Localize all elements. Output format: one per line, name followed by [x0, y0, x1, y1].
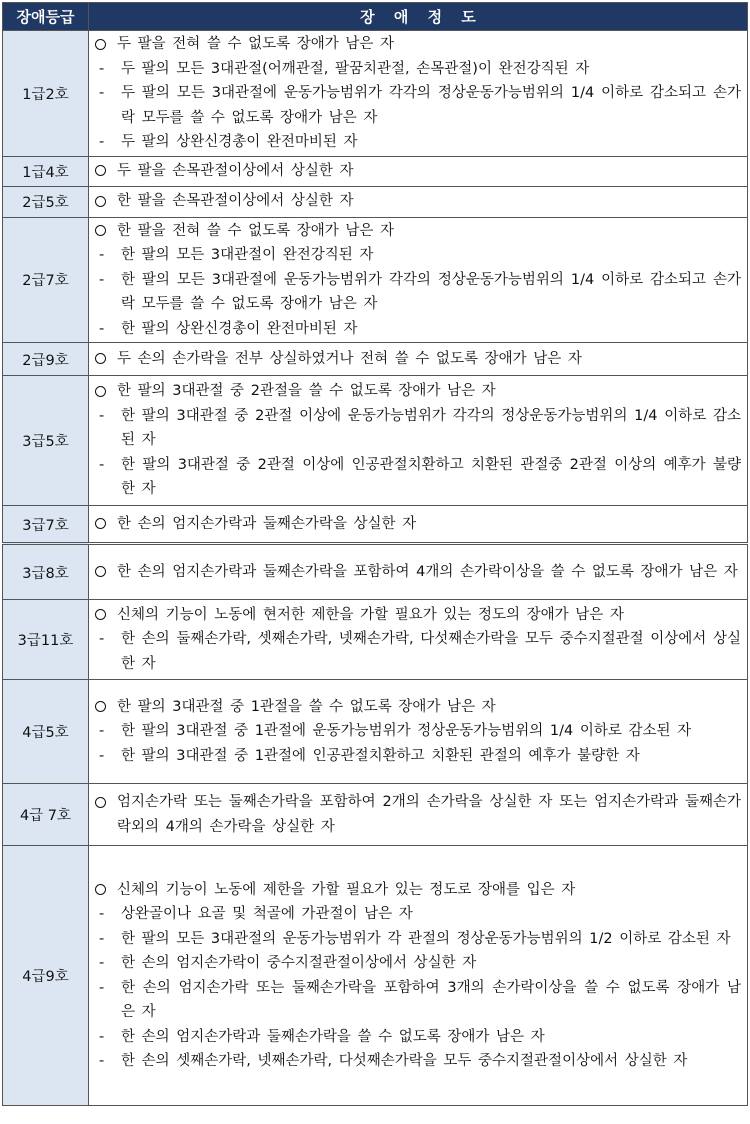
criteria-text: 한 손의 셋째손가락, 넷째손가락, 다섯째손가락을 모두 중수지절관절이상에서 상실한 자 — [121, 1053, 688, 1069]
criteria-text: 두 팔을 전혀 쓸 수 없도록 장애가 남은 자 — [117, 36, 394, 52]
grade-cell: 1급2호 — [3, 31, 89, 157]
dash-bullet-icon: - — [99, 747, 105, 764]
degree-cell — [89, 600, 748, 680]
circle-icon — [95, 518, 106, 529]
table-body — [3, 31, 748, 1106]
circle-icon — [95, 196, 106, 207]
dash-bullet-icon: - — [99, 979, 105, 996]
criteria-sub-item — [95, 81, 741, 130]
criteria-text: 한 팔의 모든 3대관절의 운동가능범위가 각 관절의 정상운동가능범위의 1/2 이하로 감소된 자 — [121, 930, 731, 947]
criteria-sub-item — [95, 404, 741, 453]
criteria-text: 한 손의 엄지손가락이 중수지절관절이상에서 상실한 자 — [121, 955, 477, 971]
criteria-sub-item — [95, 627, 741, 676]
circle-icon — [95, 797, 106, 808]
degree-cell — [89, 680, 748, 784]
circle-bullet-icon — [95, 189, 117, 214]
grade-cell: 3급7호 — [3, 506, 89, 544]
grade-column-header: 장애등급 — [3, 3, 89, 31]
criteria-sub-item — [95, 927, 741, 952]
grade-cell: 3급8호 — [3, 544, 89, 600]
circle-bullet-icon — [95, 603, 117, 628]
circle-icon — [95, 609, 106, 620]
dash-bullet-icon: - — [99, 1028, 105, 1045]
criteria-text: 한 손의 엄지손가락과 둘째손가락을 상실한 자 — [117, 515, 417, 532]
table-row — [3, 680, 748, 784]
criteria-text: 한 팔의 3대관절 중 2관절 이상에 운동가능범위가 각각의 정상운동가능범위의 1/4 이하로 감소된 자 — [121, 407, 741, 449]
criteria-main-item — [95, 32, 741, 57]
table-row — [3, 846, 748, 1106]
criteria-sub-item — [95, 268, 741, 317]
dash-bullet-icon: - — [99, 1053, 105, 1069]
criteria-text: 한 손의 둘째손가락, 셋째손가락, 넷째손가락, 다섯째손가락을 모두 중수지절관절 이상에서 상실한 자 — [121, 631, 741, 672]
dash-bullet-icon: - — [99, 631, 105, 648]
criteria-sub-item — [95, 317, 741, 342]
criteria-main-item — [95, 189, 741, 214]
criteria-text: 한 팔을 손목관절이상에서 상실한 자 — [117, 193, 354, 210]
degree-cell — [89, 31, 748, 157]
table-row — [3, 343, 748, 376]
circle-icon — [95, 39, 106, 50]
criteria-main-item — [95, 560, 741, 585]
circle-icon — [95, 165, 106, 176]
criteria-text: 두 팔의 상완신경총이 완전마비된 자 — [121, 134, 358, 150]
table-row — [3, 186, 748, 217]
dash-bullet-icon: - — [99, 955, 105, 971]
circle-icon — [95, 701, 106, 712]
criteria-text: 한 손의 엄지손가락과 둘째손가락을 쓸 수 없도록 장애가 남은 자 — [121, 1028, 545, 1045]
dash-bullet-icon: - — [99, 930, 105, 947]
degree-cell — [89, 217, 748, 343]
degree-column-header: 장 애 정 도 — [89, 3, 748, 31]
criteria-sub-item — [95, 719, 741, 744]
degree-cell — [89, 343, 748, 376]
dash-bullet-icon: - — [99, 271, 105, 288]
dash-bullet-icon: - — [99, 407, 105, 424]
criteria-sub-item — [95, 57, 741, 82]
criteria-main-item — [95, 603, 741, 628]
circle-icon — [95, 386, 106, 397]
degree-cell — [89, 376, 748, 506]
grade-cell: 1급4호 — [3, 156, 89, 186]
dash-bullet-icon: - — [99, 247, 105, 263]
circle-icon — [95, 225, 106, 236]
criteria-text: 한 팔의 모든 3대관절에 운동가능범위가 각각의 정상운동가능범위의 1/4 이하로 감소되고 손가락 모두를 쓸 수 없도록 장애가 남은 자 — [121, 271, 741, 312]
criteria-text: 신체의 기능이 노동에 제한을 가할 필요가 있는 정도로 장애를 입은 자 — [117, 881, 576, 898]
table-row — [3, 506, 748, 544]
criteria-sub-item — [95, 902, 741, 927]
criteria-text: 신체의 기능이 노동에 현저한 제한을 가할 필요가 있는 정도의 장애가 남은 자 — [117, 606, 624, 623]
criteria-text: 한 팔의 3대관절 중 2관절을 쓸 수 없도록 장애가 남은 자 — [117, 383, 496, 400]
grade-cell: 2급5호 — [3, 186, 89, 217]
criteria-text: 두 손의 손가락을 전부 상실하였거나 전혀 쓸 수 없도록 장애가 남은 자 — [117, 350, 582, 367]
table-row — [3, 31, 748, 157]
circle-bullet-icon — [95, 347, 117, 372]
grade-cell: 4급 7호 — [3, 784, 89, 846]
table-row — [3, 156, 748, 186]
table-row — [3, 784, 748, 846]
criteria-text: 한 손의 엄지손가락과 둘째손가락을 포함하여 4개의 손가락이상을 쓸 수 없도록 장애가 남은 자 — [117, 563, 738, 580]
criteria-main-item — [95, 219, 741, 244]
grade-cell: 4급5호 — [3, 680, 89, 784]
dash-bullet-icon: - — [99, 906, 105, 922]
dash-bullet-icon: - — [99, 456, 105, 473]
criteria-sub-item — [95, 130, 741, 155]
circle-bullet-icon — [95, 560, 117, 585]
criteria-sub-item — [95, 453, 741, 502]
table-row — [3, 217, 748, 343]
table-row — [3, 600, 748, 680]
table-row — [3, 544, 748, 600]
degree-cell — [89, 846, 748, 1106]
circle-bullet-icon — [95, 878, 117, 903]
grade-cell: 2급7호 — [3, 217, 89, 343]
criteria-text: 엄지손가락 또는 둘째손가락을 포함하여 2개의 손가락을 상실한 자 또는 엄지손가락과 둘째손가락외의 4개의 손가락을 상실한 자 — [117, 794, 741, 835]
criteria-text: 한 팔의 3대관절 중 1관절에 인공관절치환하고 치환된 관절의 예후가 불량한 자 — [121, 747, 640, 764]
criteria-main-item — [95, 159, 741, 184]
dash-bullet-icon: - — [99, 134, 105, 150]
dash-bullet-icon: - — [99, 320, 105, 337]
circle-bullet-icon — [95, 32, 117, 57]
grade-cell: 3급11호 — [3, 600, 89, 680]
circle-bullet-icon — [95, 512, 117, 537]
criteria-text: 한 팔의 3대관절 중 1관절에 운동가능범위가 정상운동가능범위의 1/4 이하로 감소된 자 — [121, 723, 692, 740]
criteria-sub-item — [95, 744, 741, 769]
criteria-main-item — [95, 512, 741, 537]
criteria-main-item — [95, 790, 741, 839]
circle-icon — [95, 566, 106, 577]
dash-bullet-icon: - — [99, 60, 105, 77]
criteria-text: 두 팔을 손목관절이상에서 상실한 자 — [117, 162, 354, 179]
grade-cell: 4급9호 — [3, 846, 89, 1106]
criteria-main-item — [95, 695, 741, 720]
criteria-text: 한 팔을 전혀 쓸 수 없도록 장애가 남은 자 — [117, 222, 394, 239]
criteria-main-item — [95, 878, 741, 903]
grade-cell: 3급5호 — [3, 376, 89, 506]
criteria-text: 한 팔의 상완신경총이 완전마비된 자 — [121, 320, 358, 337]
circle-bullet-icon — [95, 159, 117, 184]
dash-bullet-icon: - — [99, 723, 105, 740]
degree-cell — [89, 544, 748, 600]
criteria-text: 한 팔의 3대관절 중 1관절을 쓸 수 없도록 장애가 남은 자 — [117, 698, 496, 715]
circle-bullet-icon — [95, 790, 117, 839]
table-row — [3, 376, 748, 506]
criteria-text: 상완골이나 요골 및 척골에 가관절이 남은 자 — [121, 906, 413, 922]
criteria-main-item — [95, 347, 741, 372]
criteria-sub-item — [95, 243, 741, 268]
circle-bullet-icon — [95, 379, 117, 404]
dash-bullet-icon: - — [99, 85, 105, 101]
criteria-sub-item — [95, 1049, 741, 1074]
circle-bullet-icon — [95, 695, 117, 720]
criteria-main-item — [95, 379, 741, 404]
circle-icon — [95, 353, 106, 364]
criteria-text: 두 팔의 모든 3대관절에 운동가능범위가 각각의 정상운동가능범위의 1/4 이하로 감소되고 손가락 모두를 쓸 수 없도록 장애가 남은 자 — [121, 85, 741, 126]
degree-cell — [89, 156, 748, 186]
criteria-sub-item — [95, 1025, 741, 1050]
criteria-text: 두 팔의 모든 3대관절(어깨관절, 팔꿈치관절, 손목관절)이 완전강직된 자 — [121, 60, 590, 77]
criteria-sub-item — [95, 951, 741, 976]
table-header-row — [3, 3, 748, 31]
degree-cell — [89, 186, 748, 217]
criteria-text: 한 손의 엄지손가락 또는 둘째손가락을 포함하여 3개의 손가락이상을 쓸 수 없도록 장애가 남은 자 — [121, 979, 741, 1020]
degree-cell — [89, 506, 748, 544]
grade-cell: 2급9호 — [3, 343, 89, 376]
circle-bullet-icon — [95, 219, 117, 244]
criteria-text: 한 팔의 3대관절 중 2관절 이상에 인공관절치환하고 치환된 관절중 2관절 이상의 예후가 불량한 자 — [121, 456, 741, 498]
degree-cell — [89, 784, 748, 846]
disability-grade-table — [2, 2, 748, 1106]
criteria-sub-item — [95, 976, 741, 1025]
criteria-text: 한 팔의 모든 3대관절이 완전강직된 자 — [121, 247, 374, 263]
circle-icon — [95, 884, 106, 895]
